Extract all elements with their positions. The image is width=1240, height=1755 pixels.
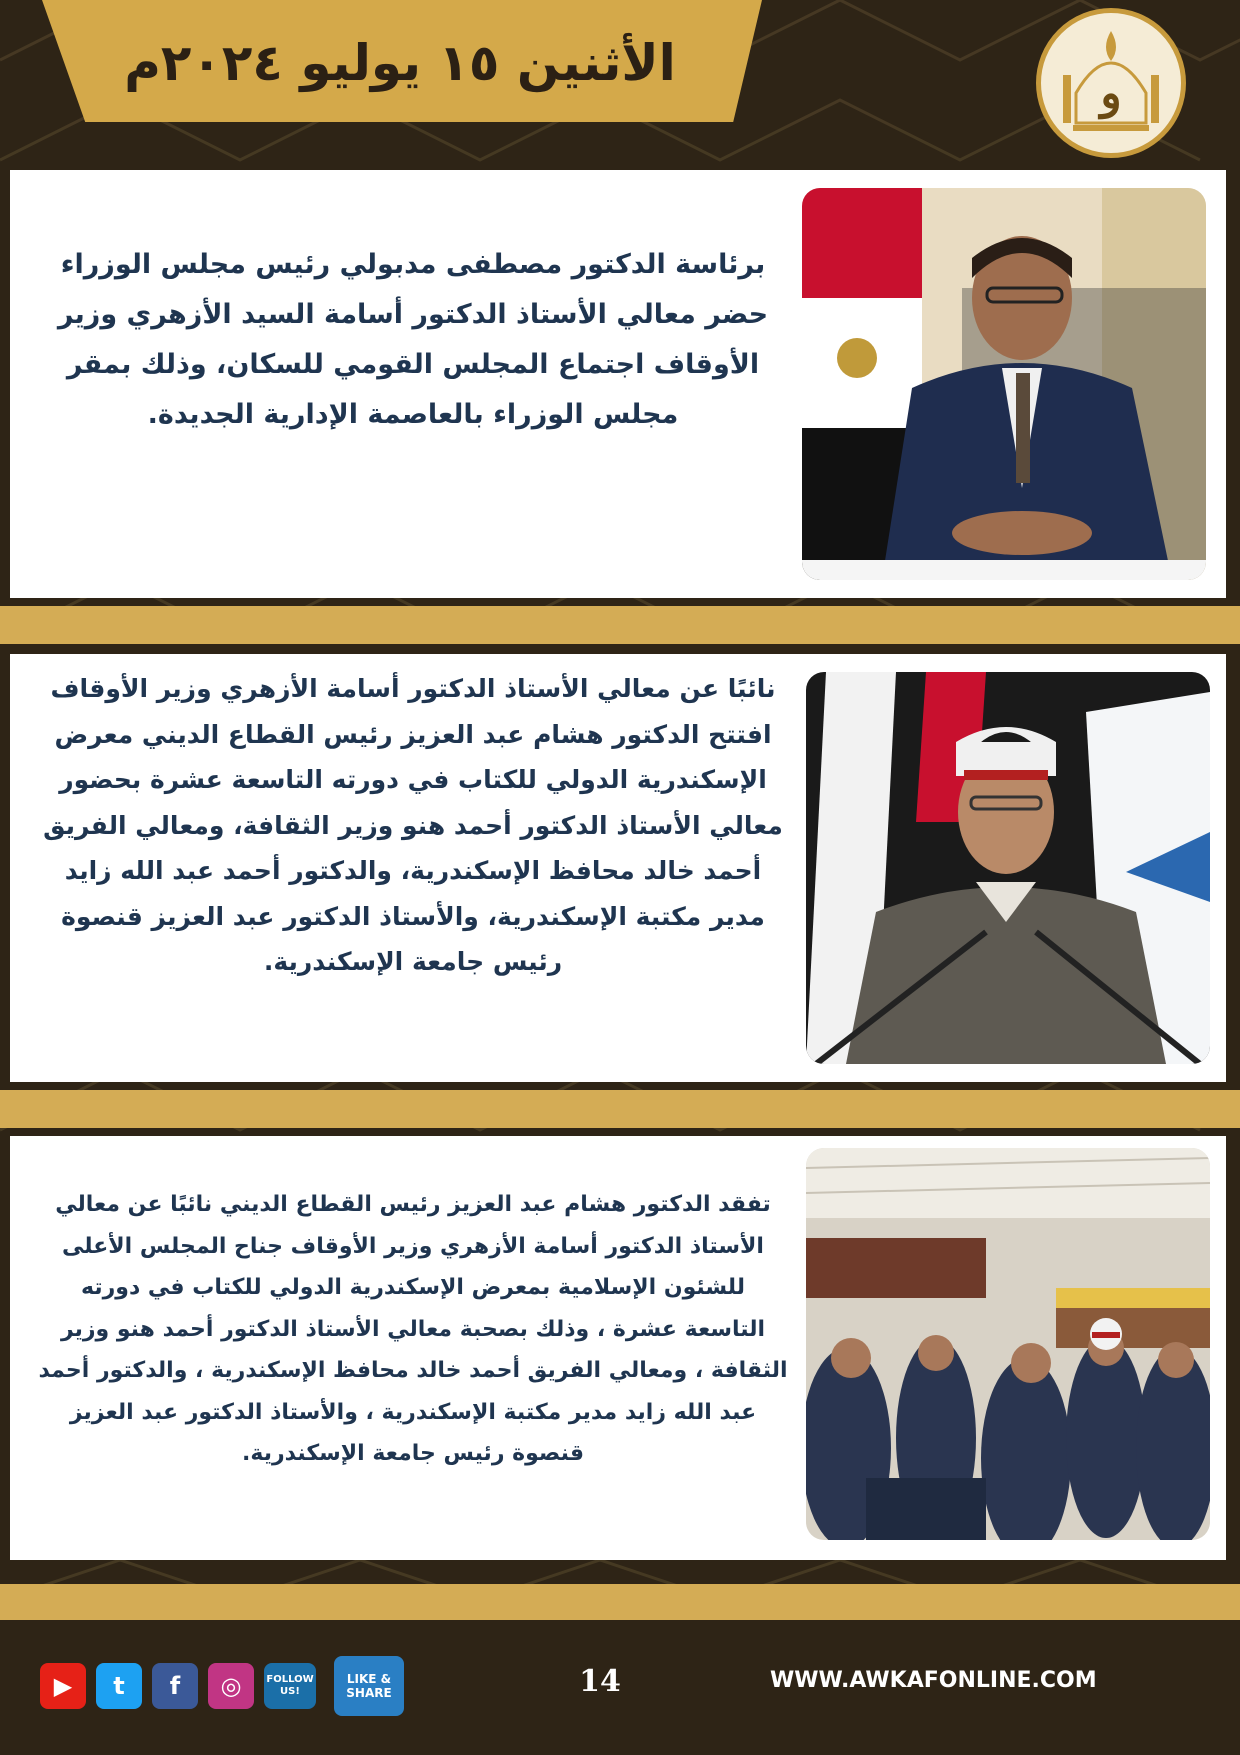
follow-us-icon[interactable]: FOLLOW US! [264,1663,316,1709]
social-links [40,1662,414,1710]
article-panel [10,1136,1226,1560]
article-text: تفقد الدكتور هشام عبد العزيز رئيس القطاع الديني نائبًا عن معالي الأستاذ الدكتور أسامة الأزهري وزير الأوقاف جناح المجلس الأعلى للشئون الإسلامية بمعرض الإسكندرية الدولي للكتاب في دورته التاسعة عشرة ، وذلك بصحبة معالي الأستاذ الدكتور أحمد هنو وزير الثقافة ، ومعالي الفريق أحمد خالد محافظ الإسكندرية ، والدكتور أحمد عبد الله زايد مدير مكتبة الإسكندرية ، والأستاذ الدكتور عبد العزيز قنصوة رئيس جامعة الإسكندرية. [38,1192,788,1466]
article-panel [10,654,1226,1082]
speaker-at-podium-photo [806,672,1210,1064]
page-number: 14 [579,1664,621,1699]
facebook-icon[interactable]: f [152,1663,198,1709]
like-share-icon[interactable]: LIKE & SHARE [334,1656,404,1716]
article-text: نائبًا عن معالي الأستاذ الدكتور أسامة الأزهري وزير الأوقاف افتتح الدكتور هشام عبد العزيز رئيس القطاع الديني معرض الإسكندرية الدولي للكتاب في دورته التاسعة عشرة بحضور معالي الأستاذ الدكتور أحمد هنو وزير الثقافة، ومعالي الفريق أحمد خالد محافظ الإسكندرية، والدكتور أحمد عبد الله زايد مدير مكتبة الإسكندرية، والأستاذ الدكتور عبد العزيز قنصوة رئيس جامعة الإسكندرية. [43,674,783,976]
article-text: برئاسة الدكتور مصطفى مدبولي رئيس مجلس الوزراء حضر معالي الأستاذ الدكتور أسامة السيد الأزهري وزير الأوقاف اجتماع المجلس القومي للسكان، وذلك بمقر مجلس الوزراء بالعاصمة الإدارية الجديدة. [57,249,769,430]
ministry-logo-icon [1036,8,1186,158]
book-fair-crowd-photo [806,1148,1210,1540]
website-link[interactable]: WWW.AWKAFONLINE.COM [770,1668,1097,1693]
twitter-icon[interactable]: t [96,1663,142,1709]
article-panel [10,170,1226,598]
gold-strip [0,1584,1240,1620]
instagram-icon[interactable]: ◎ [208,1663,254,1709]
svg-text:و: و [1100,68,1122,119]
gold-strip [0,606,1240,644]
prime-minister-photo [802,188,1206,580]
date-title: الأثنين ١٥ يوليو ٢٠٢٤م [124,34,676,92]
youtube-icon[interactable]: ▶ [40,1663,86,1709]
gold-strip [0,1090,1240,1128]
